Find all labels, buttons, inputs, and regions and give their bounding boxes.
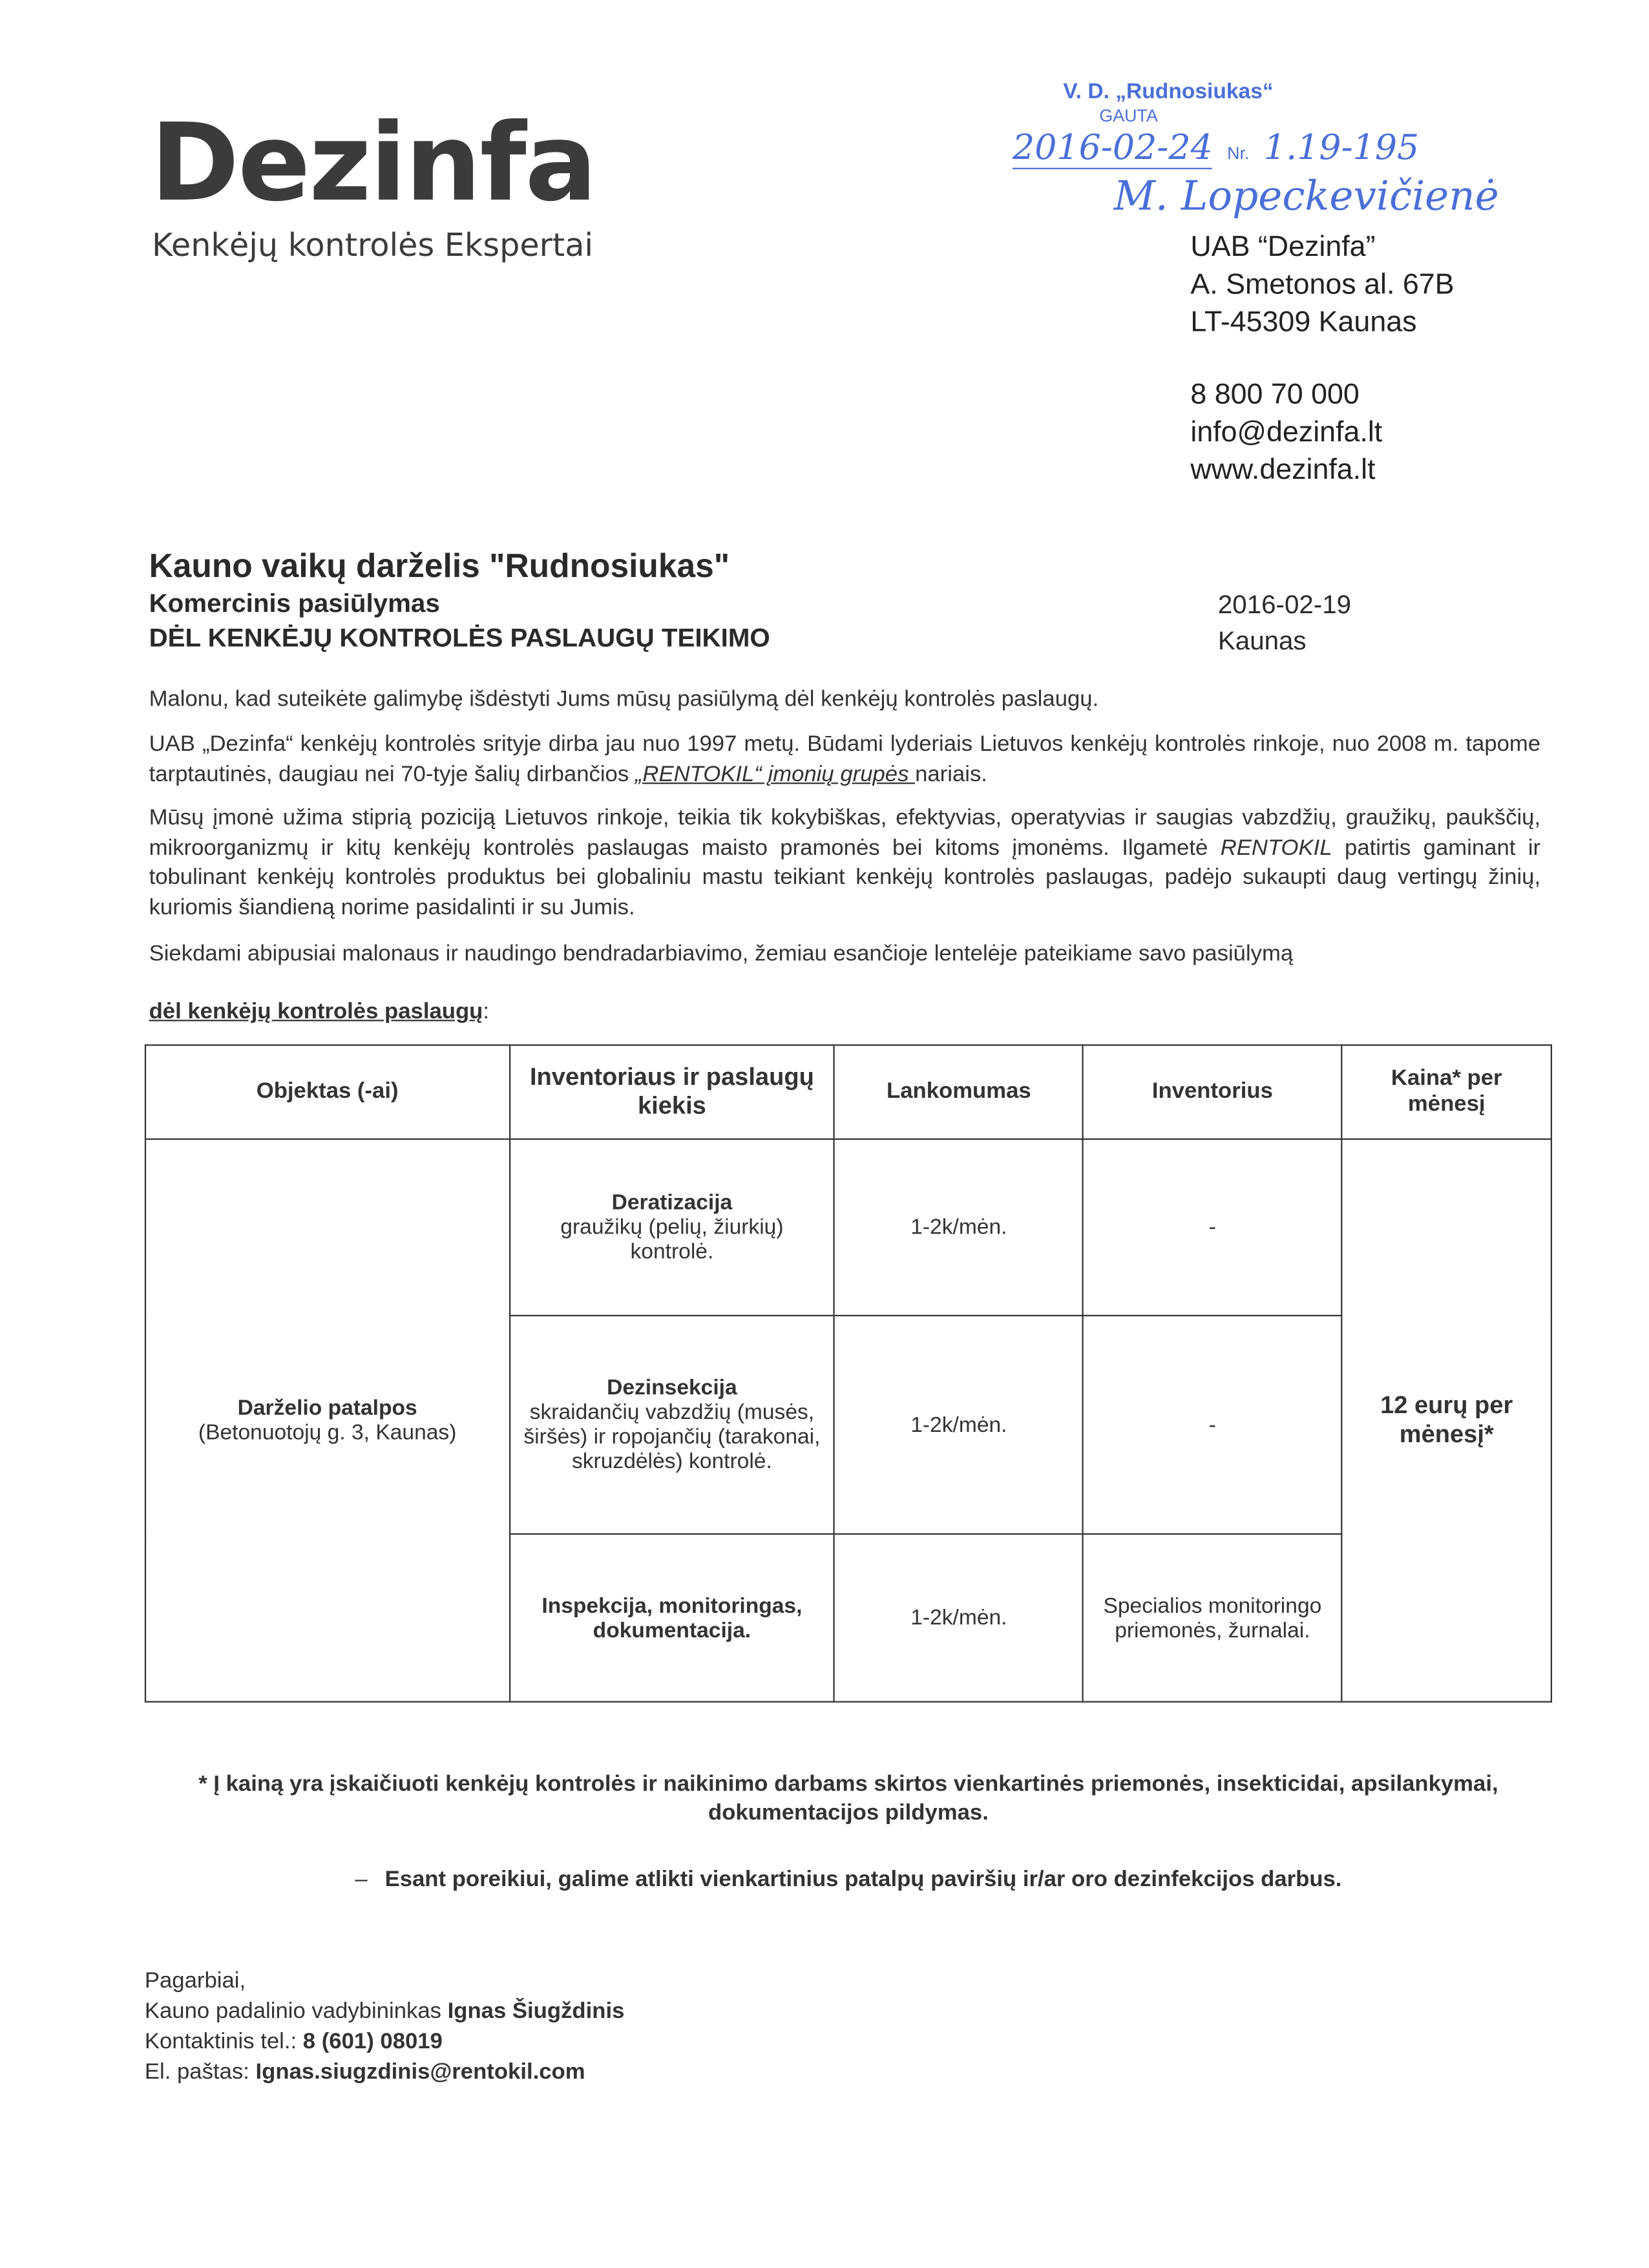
table-row [145,1139,1551,1316]
text: patirtis gaminant ir tobulinant kenkėjų kontrolės produktus bei globaliniu mastu teikiant kenkėjų kontrolės paslaugas, padėjo sukaupti daug vertingų žinių, kuriomis šiandieną norime pasidalinti ir su Jumis. [149,835,1541,919]
paragraph-intro: Malonu, kad suteikėte galimybę išdėstyti Jums mūsų pasiūlymą dėl kenkėjų kontrolės paslaugų. [149,687,1099,712]
stamp-registration-row [1013,127,1419,168]
header-object: Objektas (-ai) [145,1045,509,1139]
closing-greeting: Pagarbiai, [144,1968,246,1993]
stamp-nr: 1.19-195 [1263,127,1420,168]
table-header-row [145,1045,1551,1139]
closing-signer [145,1996,625,2026]
service-description: skraidančių vabzdžių (musės, širšės) ir ropojančių (tarakonai, skruzdėlės) kontrolė. [523,1400,821,1475]
offer-lead [149,998,1541,1028]
sender-city: LT-45309 Kaunas [1190,306,1417,339]
sender-website: www.dezinfa.lt [1190,454,1376,487]
company-tagline: Kenkėjų kontrolės Ekspertai [152,228,594,265]
stamp-date: 2016-02-24 [1013,127,1213,169]
text: UAB „Dezinfa“ kenkėjų kontrolės srityje dirba jau nuo 1997 metų. Būdami lyderiais Lietuvos kenkėjų kontrolės rinkoje, nuo 2008 m. tapome tarptautinės, daugiau nei 70-tyje šalių dirbančios [149,731,1541,786]
document-date: 2016-02-19 [1217,590,1352,620]
stamp-org: V. D. „Rudnosiukas“ [1063,79,1274,105]
service-description: graužikų (pelių, žiurkių) kontrolė. [560,1215,784,1265]
service-cell [509,1316,834,1534]
signer-name: Ignas Šiugždinis [447,1999,625,2024]
paragraph-company [149,730,1541,790]
phone-value: 8 (601) 08019 [302,2029,443,2054]
document-place: Kaunas [1217,626,1307,656]
email-link[interactable]: Ignas.siugzdinis@rentokil.com [255,2059,585,2084]
service-name: Dezinsekcija [607,1375,737,1400]
header-frequency: Lankomumas [834,1045,1083,1139]
price-footnote: * Į kainą yra įskaičiuoti kenkėjų kontrolės ir naikinimo darbams skirtos vienkartinės priemonės, insekticidai, apsilankymai, dokumentacijos pildymas. [198,1772,1498,1826]
object-cell [145,1139,509,1702]
service-cell [509,1139,834,1316]
sender-email: info@dezinfa.lt [1190,416,1383,448]
frequency-cell: 1-2k/mėn. [834,1139,1083,1316]
paragraph-offer: Siekdami abipusiai malonaus ir naudingo bendradarbiavimo, žemiau esančioje lentelėje pateikiame savo pasiūlymą [149,941,1294,967]
service-name: Inspekcija, monitoringas, dokumentacija. [541,1593,803,1643]
text: nariais. [915,761,987,786]
header-price: Kaina* per mėnesį [1342,1045,1551,1139]
service-cell [509,1534,834,1702]
inventory-cell: - [1083,1316,1341,1534]
object-name: Darželio patalpos [237,1396,417,1421]
paragraph-position [149,804,1541,923]
extra-service-text: Esant poreikiui, galime atlikti vienkartinius patalpų paviršių ir/ar oro dezinfekcijos darbus. [384,1867,1342,1893]
rentokil-link[interactable]: „RENTOKIL“ įmonių grupės [635,761,916,786]
extra-service-note [145,1866,1552,1895]
phone-label: Kontaktinis tel.: [144,2029,303,2054]
price-cell: 12 eurų per mėnesį* [1342,1139,1551,1702]
sender-phone: 8 800 70 000 [1190,379,1360,411]
company-logo: Dezinfa [150,101,596,226]
offer-lead-text: dėl kenkėjų kontrolės paslaugų [149,999,483,1024]
dash-bullet: – [355,1867,368,1893]
closing-email [145,2057,585,2087]
sender-street: A. Smetonos al. 67B [1190,269,1455,301]
header-inventory: Inventorius [1083,1045,1341,1139]
service-name: Deratizacija [611,1190,733,1215]
closing-phone [145,2026,443,2057]
stamp-label: GAUTA [1099,105,1158,126]
document-subject: DĖL KENKĖJŲ KONTROLĖS PASLAUGŲ TEIKIMO [149,623,770,653]
stamp-nr-label: Nr. [1227,143,1250,163]
email-label: El. paštas: [144,2059,256,2084]
text-emphasis: RENTOKIL [1220,835,1332,860]
document-type: Komercinis pasiūlymas [149,589,440,618]
text: Mūsų įmonė užima stiprią poziciją Lietuvos rinkoje, teikia tik kokybiškas, efektyvias, operatyvias ir saugias vabzdžių, graužikų, paukščių, mikroorganizmų ir kitų kenkėjų kontrolės paslaugas maisto pramonės bei kitoms įmonėms. Ilgametė [149,805,1541,860]
colon: : [483,999,489,1024]
header-quantity: Inventoriaus ir paslaugų kiekis [509,1045,834,1139]
frequency-cell: 1-2k/mėn. [834,1316,1083,1534]
frequency-cell: 1-2k/mėn. [834,1534,1083,1702]
inventory-cell: - [1083,1139,1341,1316]
offer-table [145,1044,1552,1703]
recipient-title: Kauno vaikų darželis "Rudnosiukas" [149,547,730,585]
signer-role: Kauno padalinio vadybininkas [144,1999,448,2024]
handwritten-signature: M. Lopeckevičienė [1113,172,1499,220]
sender-company: UAB “Dezinfa” [1190,231,1376,264]
inventory-cell: Specialios monitoringo priemonės, žurnalai. [1083,1534,1341,1702]
object-address: (Betonuotojų g. 3, Kaunas) [198,1420,457,1445]
